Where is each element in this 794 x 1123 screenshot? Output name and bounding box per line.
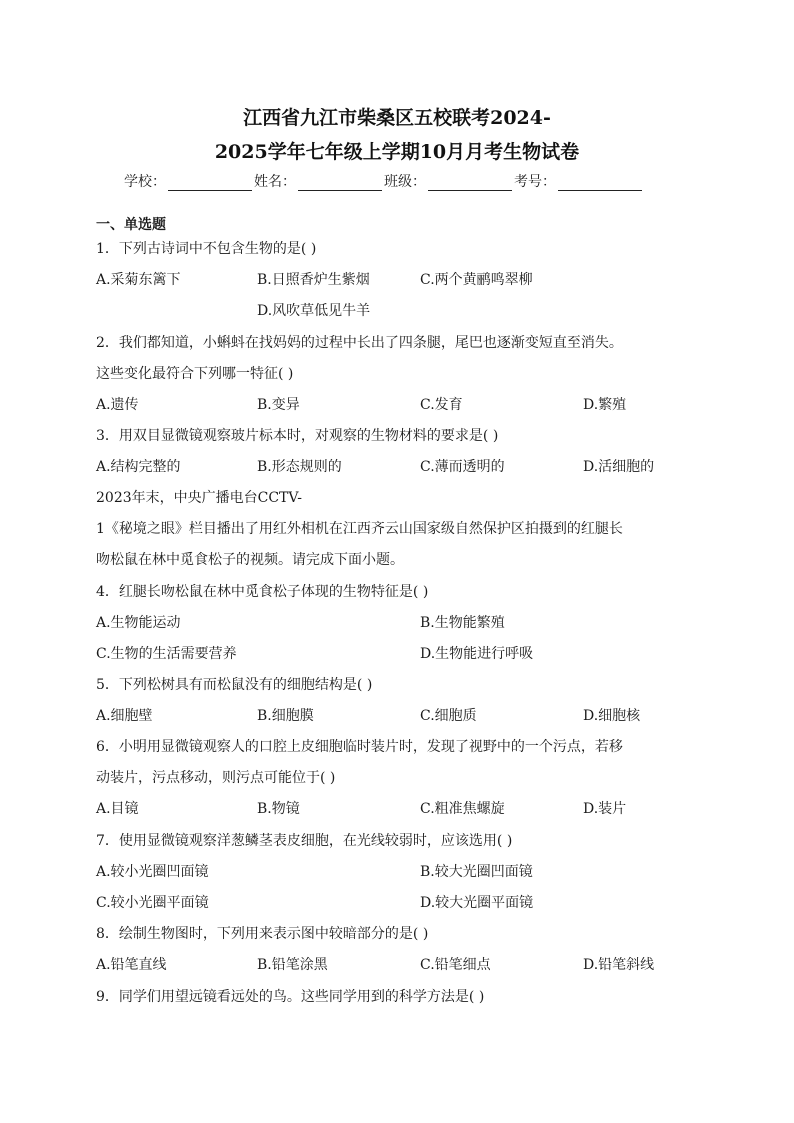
question-5-option-a: A.细胞壁 <box>96 708 153 724</box>
question-3-option-b: B.形态规则的 <box>257 459 342 475</box>
number-label: 考号： <box>514 174 556 190</box>
question-8-stem: 8．绘制生物图时，下列用来表示图中较暗部分的是( ) <box>96 926 429 942</box>
question-7-option-b: B.较大光圈凹面镜 <box>420 864 533 880</box>
question-7-option-c: C.较小光圈平面镜 <box>96 895 209 911</box>
question-6-option-c: C.粗准焦螺旋 <box>420 801 505 817</box>
question-2-option-b: B.变异 <box>257 397 300 413</box>
question-9-stem: 9．同学们用望远镜看远处的鸟。这些同学用到的科学方法是( ) <box>96 989 485 1005</box>
question-3-option-c: C.薄而透明的 <box>420 459 505 475</box>
question-3-stem: 3．用双目显微镜观察玻片标本时，对观察的生物材料的要求是( ) <box>96 428 499 444</box>
class-label: 班级： <box>384 174 426 190</box>
exam-title-line1: 江西省九江市柴桑区五校联考2024- <box>243 107 551 129</box>
question-6-option-b: B.物镜 <box>257 801 300 817</box>
question-2-stem-line2: 这些变化最符合下列哪一特征( ) <box>96 366 294 382</box>
question-5-option-d: D.细胞核 <box>583 708 641 724</box>
question-8-option-c: C.铅笔细点 <box>420 957 491 973</box>
class-blank <box>428 176 512 191</box>
question-7-stem: 7．使用显微镜观察洋葱鳞茎表皮细胞，在光线较弱时，应该选用( ) <box>96 833 513 849</box>
question-7-option-d: D.较大光圈平面镜 <box>420 895 534 911</box>
question-1-stem: 1．下列古诗词中不包含生物的是( ) <box>96 241 317 257</box>
question-4-option-d: D.生物能进行呼吸 <box>420 646 534 662</box>
question-1-option-a: A.采菊东篱下 <box>96 272 181 288</box>
question-5-stem: 5．下列松树具有而松鼠没有的细胞结构是( ) <box>96 677 373 693</box>
name-blank <box>298 176 382 191</box>
question-6-stem-line1: 6．小明用显微镜观察人的口腔上皮细胞临时装片时，发现了视野中的一个污点，若移 <box>96 739 623 755</box>
question-1-option-b: B.日照香炉生紫烟 <box>257 272 370 288</box>
passage-line1: 2023年末，中央广播电台CCTV- <box>96 490 302 506</box>
question-4-option-c: C.生物的生活需要营养 <box>96 646 237 662</box>
question-2-option-a: A.遗传 <box>96 397 139 413</box>
question-5-option-c: C.细胞质 <box>420 708 477 724</box>
question-7-option-a: A.较小光圈凹面镜 <box>96 864 209 880</box>
question-8-option-a: A.铅笔直线 <box>96 957 167 973</box>
question-8-option-b: B.铅笔涂黑 <box>257 957 328 973</box>
question-1-option-d: D.风吹草低见牛羊 <box>257 303 371 319</box>
school-blank <box>168 176 252 191</box>
name-label: 姓名： <box>254 174 296 190</box>
school-label: 学校： <box>124 174 166 190</box>
question-6-stem-line2: 动装片，污点移动，则污点可能位于( ) <box>96 770 336 786</box>
student-info-row <box>124 171 644 191</box>
section-heading: 一、单选题 <box>96 217 166 233</box>
question-4-option-a: A.生物能运动 <box>96 615 181 631</box>
question-4-stem: 4．红腿长吻松鼠在林中觅食松子体现的生物特征是( ) <box>96 584 429 600</box>
passage-line2: 1《秘境之眼》栏目播出了用红外相机在江西齐云山国家级自然保护区拍摄到的红腿长 <box>96 521 623 537</box>
question-6-option-a: A.目镜 <box>96 801 139 817</box>
question-2-option-d: D.繁殖 <box>583 397 627 413</box>
question-5-option-b: B.细胞膜 <box>257 708 314 724</box>
question-3-option-a: A.结构完整的 <box>96 459 181 475</box>
question-1-option-c: C.两个黄鹂鸣翠柳 <box>420 272 533 288</box>
question-2-option-c: C.发育 <box>420 397 463 413</box>
number-blank <box>558 176 642 191</box>
question-3-option-d: D.活细胞的 <box>583 459 655 475</box>
question-2-stem-line1: 2．我们都知道，小蝌蚪在找妈妈的过程中长出了四条腿，尾巴也逐渐变短直至消失。 <box>96 335 623 351</box>
question-6-option-d: D.装片 <box>583 801 627 817</box>
question-4-option-b: B.生物能繁殖 <box>420 615 505 631</box>
exam-title-line2: 2025学年七年级上学期10月月考生物试卷 <box>214 141 580 163</box>
question-8-option-d: D.铅笔斜线 <box>583 957 655 973</box>
passage-line3: 吻松鼠在林中觅食松子的视频。请完成下面小题。 <box>96 552 404 568</box>
